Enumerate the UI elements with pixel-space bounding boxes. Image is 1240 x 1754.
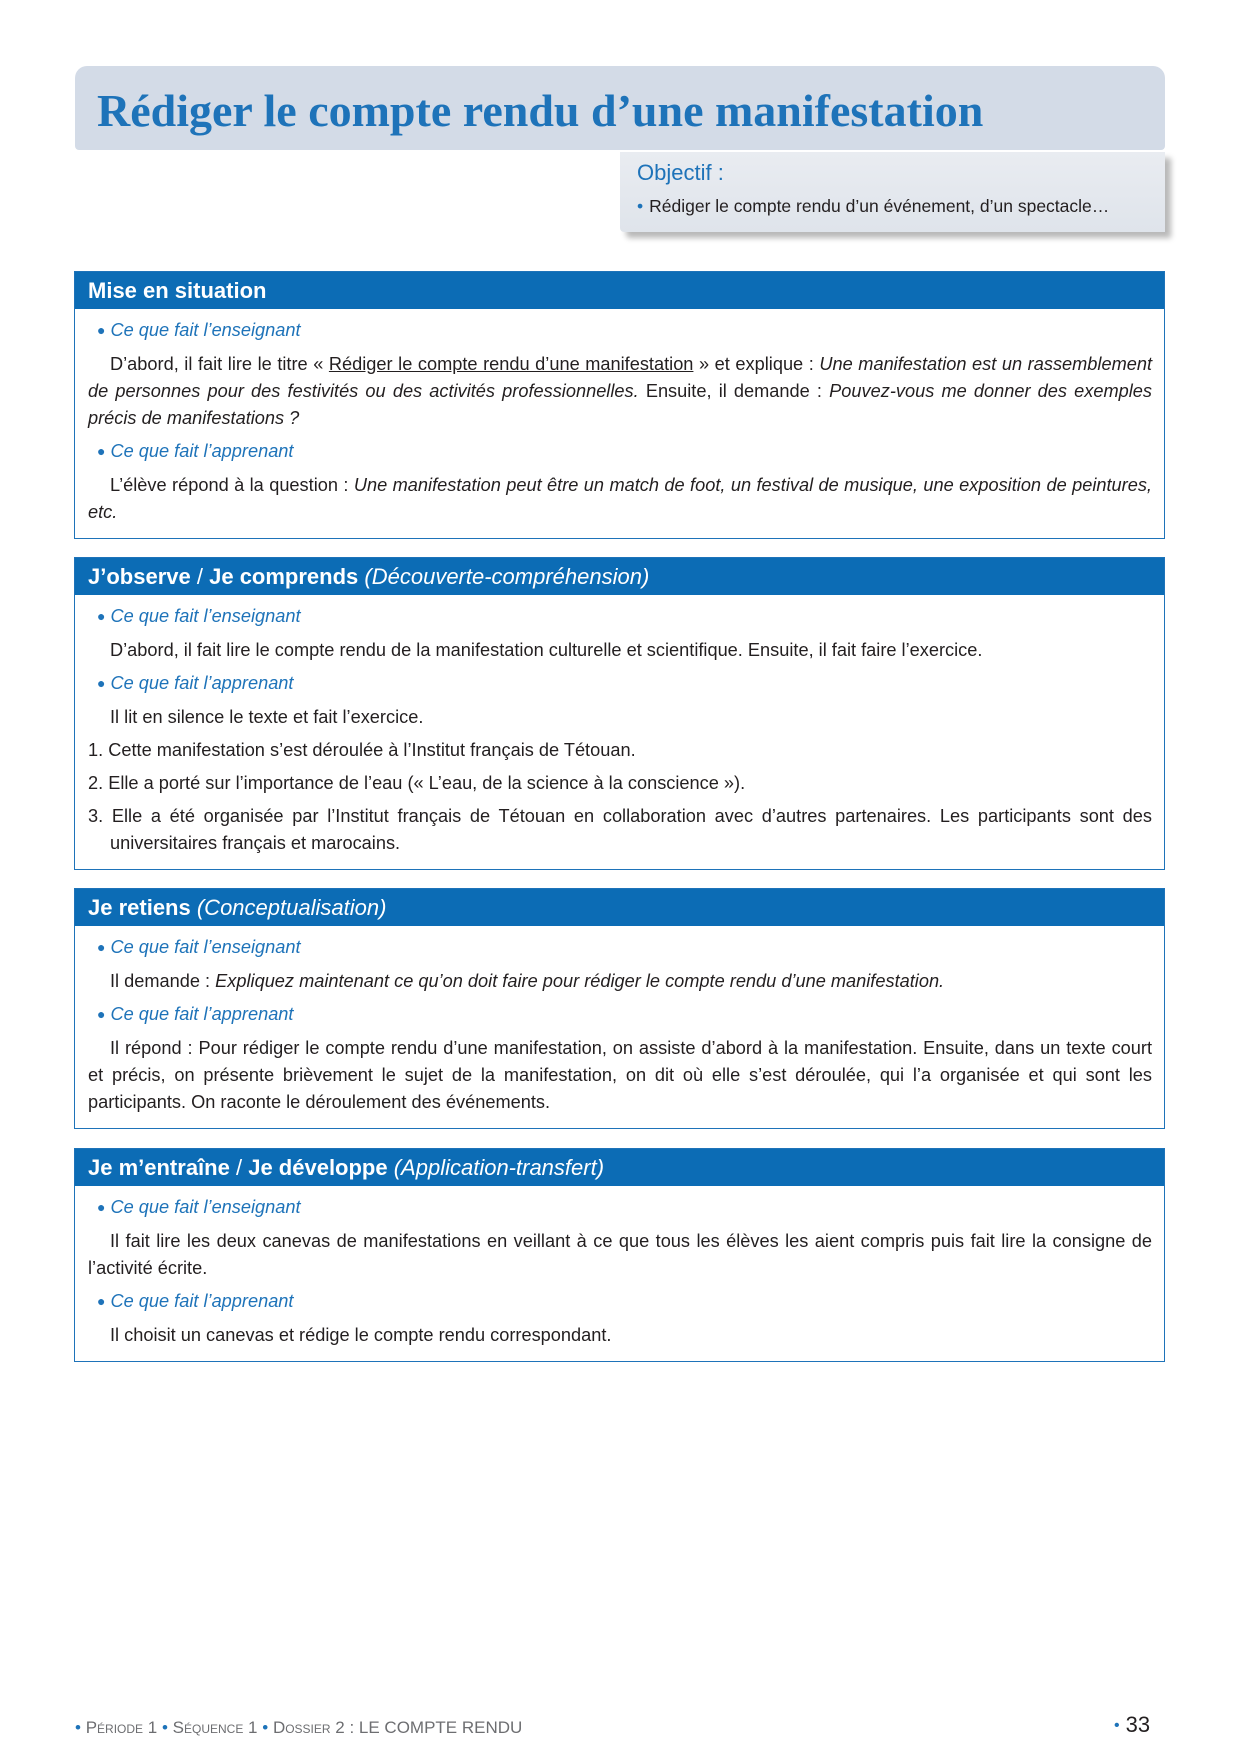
section-title: Je développe bbox=[248, 1155, 388, 1180]
text: L’élève répond à la question : bbox=[110, 475, 354, 495]
bullet-icon: • bbox=[75, 1718, 81, 1737]
section-subtitle: (Découverte-compréhension) bbox=[364, 564, 650, 589]
teacher-paragraph bbox=[88, 351, 1152, 432]
title-band bbox=[75, 66, 1165, 150]
learner-paragraph: Il répond : Pour rédiger le compte rendu d’une manifestation, on assiste d’abord à la manifestation. Ensuite, dans un texte court et précis, on présente brièvement le sujet de la manifestation, on dit où elle s’est déroulée, qui l’a organisée et qui sont les participants. On raconte le déroulement des événements. bbox=[88, 1038, 1152, 1112]
italic-text: Expliquez maintenant ce qu’on doit faire pour rédiger le compte rendu d’une manifestation. bbox=[215, 971, 945, 991]
underlined-title: Rédiger le compte rendu d’une manifestation bbox=[328, 354, 694, 374]
section-observe-comprends bbox=[74, 557, 1165, 870]
section-title: Mise en situation bbox=[88, 278, 267, 303]
answer-item: 2. Elle a porté sur l’importance de l’eau (« L’eau, de la science à la conscience »). bbox=[88, 773, 746, 793]
bullet-icon: ● bbox=[97, 939, 106, 955]
footer-dossier: Dossier 2 : LE COMPTE RENDU bbox=[272, 1718, 523, 1737]
objectif-text: Rédiger le compte rendu d’un événement, d’un spectacle… bbox=[649, 196, 1110, 216]
bullet-icon: • bbox=[161, 1718, 168, 1737]
bullet-icon: • bbox=[637, 196, 644, 216]
role-learner bbox=[88, 670, 1152, 698]
section-entraine-developpe bbox=[74, 1148, 1165, 1362]
text: D’abord, il fait lire le titre « bbox=[110, 354, 329, 374]
role-learner bbox=[88, 438, 1152, 466]
objectif-item bbox=[637, 196, 1109, 217]
section-subtitle: (Conceptualisation) bbox=[196, 895, 387, 920]
role-learner bbox=[88, 1288, 1152, 1316]
page-title: Rédiger le compte rendu d’une manifestation bbox=[97, 85, 984, 136]
teacher-paragraph: D’abord, il fait lire le compte rendu de la manifestation culturelle et scientifique. Ensuite, il fait faire l’exercice. bbox=[110, 640, 983, 660]
bullet-icon: ● bbox=[97, 1006, 106, 1022]
bullet-icon: ● bbox=[97, 322, 106, 338]
role-learner bbox=[88, 1001, 1152, 1029]
role-teacher bbox=[88, 603, 1152, 631]
text: » et explique : bbox=[693, 354, 820, 374]
section-body bbox=[75, 1186, 1164, 1361]
bullet-icon: ● bbox=[97, 443, 106, 459]
role-label: Ce que fait l’enseignant bbox=[110, 937, 301, 957]
role-label: Ce que fait l’enseignant bbox=[110, 1197, 301, 1217]
bullet-icon: ● bbox=[97, 608, 106, 624]
italic-text: Pouvez-vous me donner des exemples précis de manifestations ? bbox=[88, 381, 1152, 428]
bullet-icon: • bbox=[262, 1718, 269, 1737]
bullet-icon: • bbox=[1114, 1717, 1120, 1734]
learner-paragraph: Il lit en silence le texte et fait l’exercice. bbox=[110, 707, 424, 727]
learner-paragraph bbox=[88, 472, 1152, 526]
section-subtitle: (Application-transfert) bbox=[393, 1155, 605, 1180]
section-body bbox=[75, 309, 1164, 538]
role-teacher bbox=[88, 1194, 1152, 1222]
section-title: Je m’entraîne bbox=[88, 1155, 230, 1180]
role-label: Ce que fait l’apprenant bbox=[110, 1291, 294, 1311]
objectif-box bbox=[620, 152, 1165, 232]
teacher-paragraph bbox=[88, 968, 1152, 995]
role-label: Ce que fait l’enseignant bbox=[110, 320, 301, 340]
italic-text: Une manifestation peut être un match de foot, un festival de musique, une exposition de peintures, etc. bbox=[88, 475, 1152, 522]
section-header bbox=[75, 889, 1164, 926]
section-header bbox=[75, 1149, 1164, 1186]
footer-periode: Période 1 bbox=[85, 1718, 158, 1737]
section-title: J’observe bbox=[88, 564, 191, 589]
text: Ensuite, il demande : bbox=[638, 381, 830, 401]
role-label: Ce que fait l’enseignant bbox=[110, 606, 301, 626]
section-mise-en-situation bbox=[74, 271, 1165, 539]
page-number-block bbox=[1114, 1712, 1150, 1738]
section-title: Je retiens bbox=[88, 895, 191, 920]
section-title: Je comprends bbox=[209, 564, 359, 589]
section-body bbox=[75, 595, 1164, 869]
role-label: Ce que fait l’apprenant bbox=[110, 441, 294, 461]
answer-item: 1. Cette manifestation s’est déroulée à l’Institut français de Tétouan. bbox=[88, 740, 636, 760]
section-header bbox=[75, 558, 1164, 595]
section-header bbox=[75, 272, 1164, 309]
role-label: Ce que fait l’apprenant bbox=[110, 673, 294, 693]
page-number: 33 bbox=[1125, 1712, 1151, 1737]
italic-text: Une manifestation est un rassemblement de personnes pour des festivités ou des activités professionnelles. bbox=[88, 354, 1153, 401]
learner-paragraph: Il choisit un canevas et rédige le compte rendu correspondant. bbox=[110, 1325, 612, 1345]
section-body bbox=[75, 926, 1164, 1128]
footer-breadcrumb bbox=[75, 1718, 522, 1738]
footer-sequence: Séquence 1 bbox=[172, 1718, 258, 1737]
objectif-label: Objectif : bbox=[637, 160, 724, 185]
teacher-paragraph: Il fait lire les deux canevas de manifestations en veillant à ce que tous les élèves les aient compris puis fait lire la consigne de l’activité écrite. bbox=[88, 1231, 1152, 1278]
role-teacher bbox=[88, 317, 1152, 345]
bullet-icon: ● bbox=[97, 1293, 106, 1309]
bullet-icon: ● bbox=[97, 1199, 106, 1215]
separator: / bbox=[196, 564, 203, 589]
text: Il demande : bbox=[110, 971, 216, 991]
role-label: Ce que fait l’apprenant bbox=[110, 1004, 294, 1024]
bullet-icon: ● bbox=[97, 675, 106, 691]
separator: / bbox=[235, 1155, 243, 1180]
section-je-retiens bbox=[74, 888, 1165, 1129]
role-teacher bbox=[88, 934, 1152, 962]
answer-item: 3. Elle a été organisée par l’Institut français de Tétouan en collaboration avec d’autres partenaires. Les participants sont des universitaires français et marocains. bbox=[88, 806, 1152, 853]
